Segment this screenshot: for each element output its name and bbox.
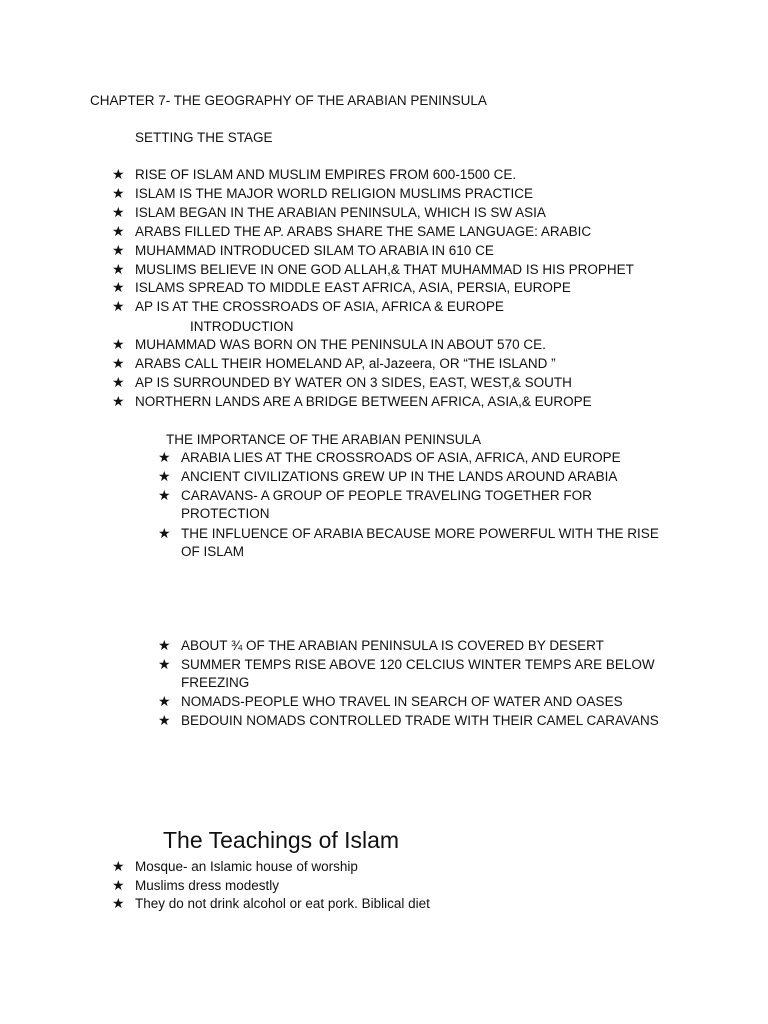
- star-bullet-icon: ★: [112, 337, 125, 353]
- list-item: NORTHERN LANDS ARE A BRIDGE BETWEEN AFRICA, ASIA,& EUROPE: [135, 394, 592, 409]
- star-bullet-icon: ★: [158, 488, 171, 504]
- section-heading-setting-the-stage: SETTING THE STAGE: [135, 130, 273, 145]
- star-bullet-icon: ★: [158, 526, 171, 542]
- star-bullet-icon: ★: [158, 657, 171, 673]
- list-item: MUSLIMS BELIEVE IN ONE GOD ALLAH,& THAT MUHAMMAD IS HIS PROPHET: [135, 262, 634, 277]
- section-heading-teachings: The Teachings of Islam: [163, 827, 400, 853]
- list-item: THE INFLUENCE OF ARABIA BECAUSE MORE POWERFUL WITH THE RISE OF ISLAM: [181, 526, 659, 559]
- star-bullet-icon: ★: [158, 713, 171, 729]
- list-item: MUHAMMAD INTRODUCED SILAM TO ARABIA IN 610 CE: [135, 243, 494, 258]
- star-bullet-icon: ★: [112, 356, 125, 372]
- list-item: NOMADS-PEOPLE WHO TRAVEL IN SEARCH OF WATER AND OASES: [181, 694, 623, 709]
- list-item: ARABIA LIES AT THE CROSSROADS OF ASIA, AFRICA, AND EUROPE: [181, 450, 621, 465]
- star-bullet-icon: ★: [112, 205, 125, 221]
- list-item: AP IS AT THE CROSSROADS OF ASIA, AFRICA & EUROPE: [135, 299, 504, 314]
- star-bullet-icon: ★: [112, 299, 125, 315]
- list-item: ARABS FILLED THE AP. ARABS SHARE THE SAME LANGUAGE: ARABIC: [135, 224, 592, 239]
- list-item: RISE OF ISLAM AND MUSLIM EMPIRES FROM 600-1500 CE.: [135, 167, 517, 182]
- list-item: ISLAM BEGAN IN THE ARABIAN PENINSULA, WHICH IS SW ASIA: [135, 205, 546, 220]
- star-bullet-icon: ★: [112, 896, 125, 912]
- star-bullet-icon: ★: [112, 243, 125, 259]
- star-bullet-icon: ★: [112, 262, 125, 278]
- star-bullet-icon: ★: [112, 167, 125, 183]
- star-bullet-icon: ★: [112, 224, 125, 240]
- section-heading-importance: THE IMPORTANCE OF THE ARABIAN PENINSULA: [166, 432, 482, 447]
- list-item: MUHAMMAD WAS BORN ON THE PENINSULA IN ABOUT 570 CE.: [135, 337, 546, 352]
- star-bullet-icon: ★: [112, 375, 125, 391]
- star-bullet-icon: ★: [112, 878, 125, 894]
- section-heading-introduction: INTRODUCTION: [190, 319, 294, 334]
- list-item: ISLAM IS THE MAJOR WORLD RELIGION MUSLIMS PRACTICE: [135, 186, 534, 201]
- star-bullet-icon: ★: [112, 186, 125, 202]
- star-bullet-icon: ★: [112, 859, 125, 875]
- list-item: ANCIENT CIVILIZATIONS GREW UP IN THE LANDS AROUND ARABIA: [181, 469, 618, 484]
- chapter-title: CHAPTER 7- THE GEOGRAPHY OF THE ARABIAN PENINSULA: [90, 93, 487, 108]
- list-item: ISLAMS SPREAD TO MIDDLE EAST AFRICA, ASIA, PERSIA, EUROPE: [135, 280, 571, 295]
- list-item: Mosque- an Islamic house of worship: [135, 859, 358, 874]
- list-item: BEDOUIN NOMADS CONTROLLED TRADE WITH THEIR CAMEL CARAVANS: [181, 713, 659, 728]
- list-item: Muslims dress modestly: [135, 878, 280, 893]
- list-item: SUMMER TEMPS RISE ABOVE 120 CELCIUS WINTER TEMPS ARE BELOW FREEZING: [181, 657, 655, 690]
- star-bullet-icon: ★: [112, 280, 125, 296]
- list-item: ABOUT ¾ OF THE ARABIAN PENINSULA IS COVERED BY DESERT: [181, 638, 604, 653]
- list-item: They do not drink alcohol or eat pork. Biblical diet: [135, 896, 430, 911]
- list-item: AP IS SURROUNDED BY WATER ON 3 SIDES, EAST, WEST,& SOUTH: [135, 375, 572, 390]
- star-bullet-icon: ★: [158, 469, 171, 485]
- star-bullet-icon: ★: [158, 694, 171, 710]
- star-bullet-icon: ★: [158, 638, 171, 654]
- list-item: ARABS CALL THEIR HOMELAND AP, al-Jazeera, OR “THE ISLAND ”: [135, 356, 556, 371]
- list-item: CARAVANS- A GROUP OF PEOPLE TRAVELING TOGETHER FOR PROTECTION: [181, 488, 592, 521]
- star-bullet-icon: ★: [158, 450, 171, 466]
- star-bullet-icon: ★: [112, 394, 125, 410]
